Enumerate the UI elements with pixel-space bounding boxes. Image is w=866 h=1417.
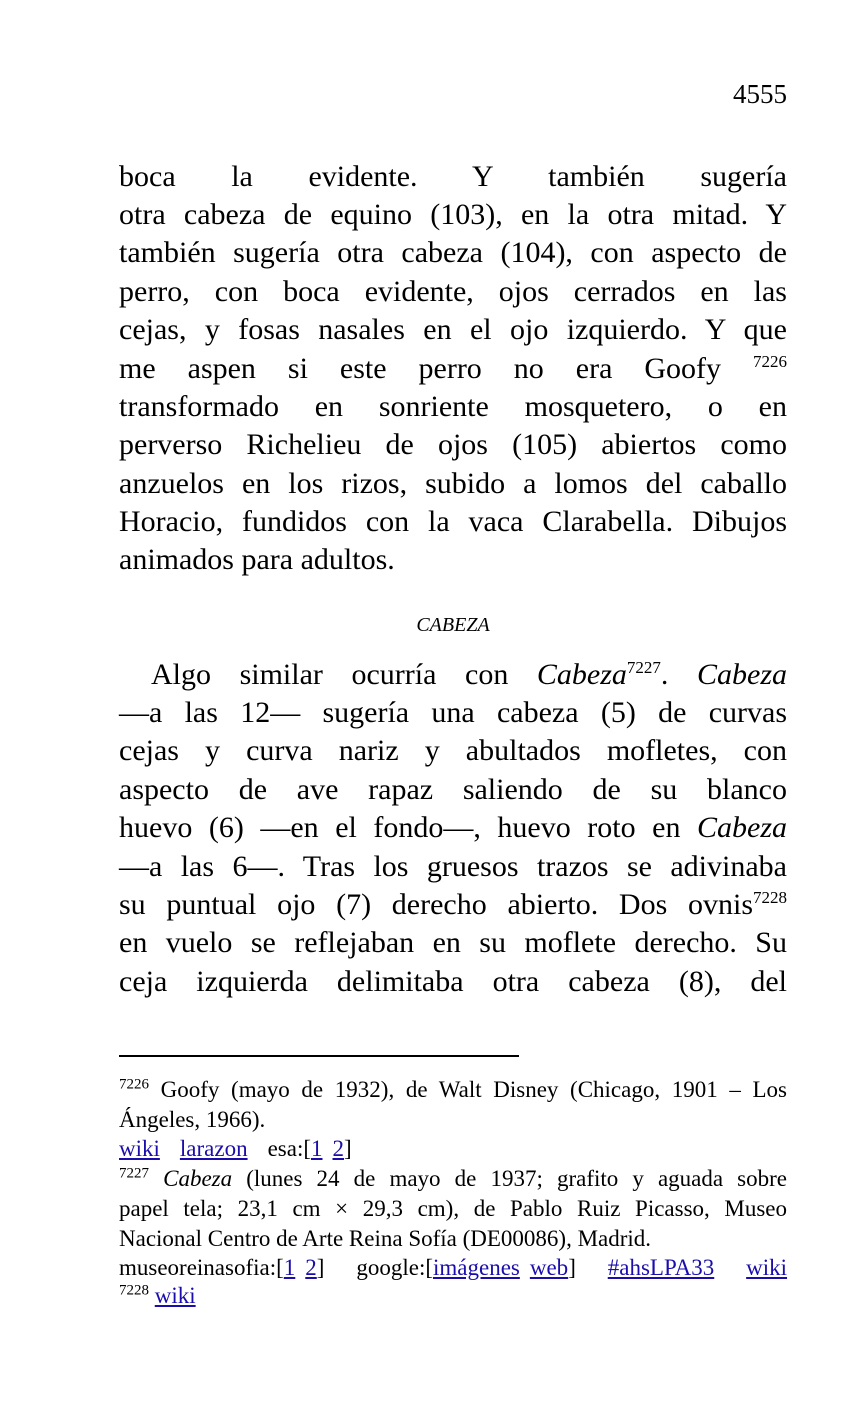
footnote-line: Nacional Centro de Arte Reina Sofía (DE00086), Madrid. [119, 1226, 652, 1251]
footnote-7228 [119, 1281, 787, 1311]
footnote-links [119, 1253, 787, 1283]
text-line: transformado en sonriente mosquetero, o en [119, 390, 787, 423]
footnote-line: Ángeles, 1966). [119, 1107, 266, 1132]
text-span: . [660, 658, 669, 691]
text-span: Algo similar ocurría con [151, 658, 509, 691]
google-label: google:[ [356, 1255, 433, 1280]
footnote-ref: 7227 [626, 658, 661, 677]
museo-link-1[interactable]: 1 [283, 1255, 296, 1280]
text-line: ceja izquierda delimitaba otra cabeza (8), del [119, 965, 787, 998]
section-heading: CABEZA [416, 614, 490, 636]
text-line: cejas y curva nariz y abultados mofletes, con [119, 734, 787, 767]
google-web-link[interactable]: web [529, 1255, 569, 1280]
footnote-number: 7226 [119, 1076, 149, 1093]
text-line [119, 886, 787, 924]
text-line: anzuelos en los rizos, subido a lomos del caballo [119, 467, 787, 500]
footnote-7226 [119, 1075, 787, 1105]
artwork-title: Cabeza [163, 1166, 233, 1191]
wiki-link[interactable]: wiki [746, 1255, 788, 1280]
footnote-line: papel tela; 23,1 cm × 29,3 cm), de Pablo Ruiz Picasso, Museo [119, 1196, 787, 1221]
text-line: perro, con boca evidente, ojos cerrados en las [119, 275, 787, 308]
artwork-title: Cabeza [697, 658, 788, 691]
esa-label: esa:[ [267, 1136, 311, 1161]
footnote-7227 [119, 1164, 787, 1194]
footnote-separator [119, 1055, 519, 1057]
text-line: —a las 12— sugería una cabeza (5) de curvas [119, 696, 787, 729]
google-images-link[interactable]: imágenes [433, 1255, 520, 1280]
text-span: me aspen si este perro no era Goofy [119, 352, 722, 385]
text-span: Goofy (mayo de 1932), de Walt Disney (Chicago, 1901 – Los [160, 1077, 787, 1102]
text-line: —a las 6—. Tras los gruesos trazos se adivinaba [119, 850, 787, 883]
hashtag-link[interactable]: #ahsLPA33 [607, 1255, 715, 1280]
footnote-links [119, 1134, 787, 1164]
text-line: en vuelo se reflejaban en su moflete derecho. Su [119, 926, 787, 959]
esa-link-1[interactable]: 1 [311, 1136, 323, 1161]
text-span: (lunes 24 de mayo de 1937; grafito y aguada sobre [246, 1166, 788, 1191]
page-number: 4555 [733, 79, 787, 109]
text-line [119, 809, 787, 847]
text-line: perverso Richelieu de ojos (105) abiertos como [119, 428, 787, 461]
footnote-number: 7228 [119, 1282, 149, 1299]
text-line: cejas, y fosas nasales en el ojo izquierdo. Y que [119, 313, 787, 346]
text-span: su puntual ojo (7) derecho abierto. Dos ovnis [119, 888, 753, 921]
text-line: boca la evidente. Y también sugería [119, 160, 787, 193]
text-span: huevo (6) —en el fondo—, huevo roto en [119, 811, 681, 844]
museo-link-2[interactable]: 2 [305, 1255, 317, 1280]
footnote-ref: 7226 [753, 352, 787, 371]
text-line [119, 350, 787, 388]
museo-label: museoreinasofia:[ [119, 1255, 284, 1280]
text-line [151, 656, 787, 694]
text-line: Horacio, fundidos con la vaca Clarabella. Dibujos [119, 505, 787, 538]
artwork-title: Cabeza [697, 811, 788, 844]
bracket: ] [344, 1136, 352, 1161]
text-line: otra cabeza de equino (103), en la otra mitad. Y [119, 198, 787, 231]
esa-link-2[interactable]: 2 [332, 1136, 344, 1161]
bracket: ] [568, 1255, 576, 1280]
text-line: también sugería otra cabeza (104), con aspecto de [119, 236, 787, 269]
footnote-number: 7227 [119, 1165, 149, 1182]
larazon-link[interactable]: larazon [179, 1136, 248, 1161]
footnote-ref: 7228 [753, 888, 787, 907]
wiki-link[interactable]: wiki [119, 1136, 160, 1161]
text-line: aspecto de ave rapaz saliendo de su blanco [119, 773, 787, 806]
artwork-title: Cabeza [536, 658, 627, 691]
text-line: animados para adultos. [119, 543, 395, 576]
bracket: ] [316, 1255, 325, 1280]
wiki-link[interactable]: wiki [154, 1283, 196, 1308]
